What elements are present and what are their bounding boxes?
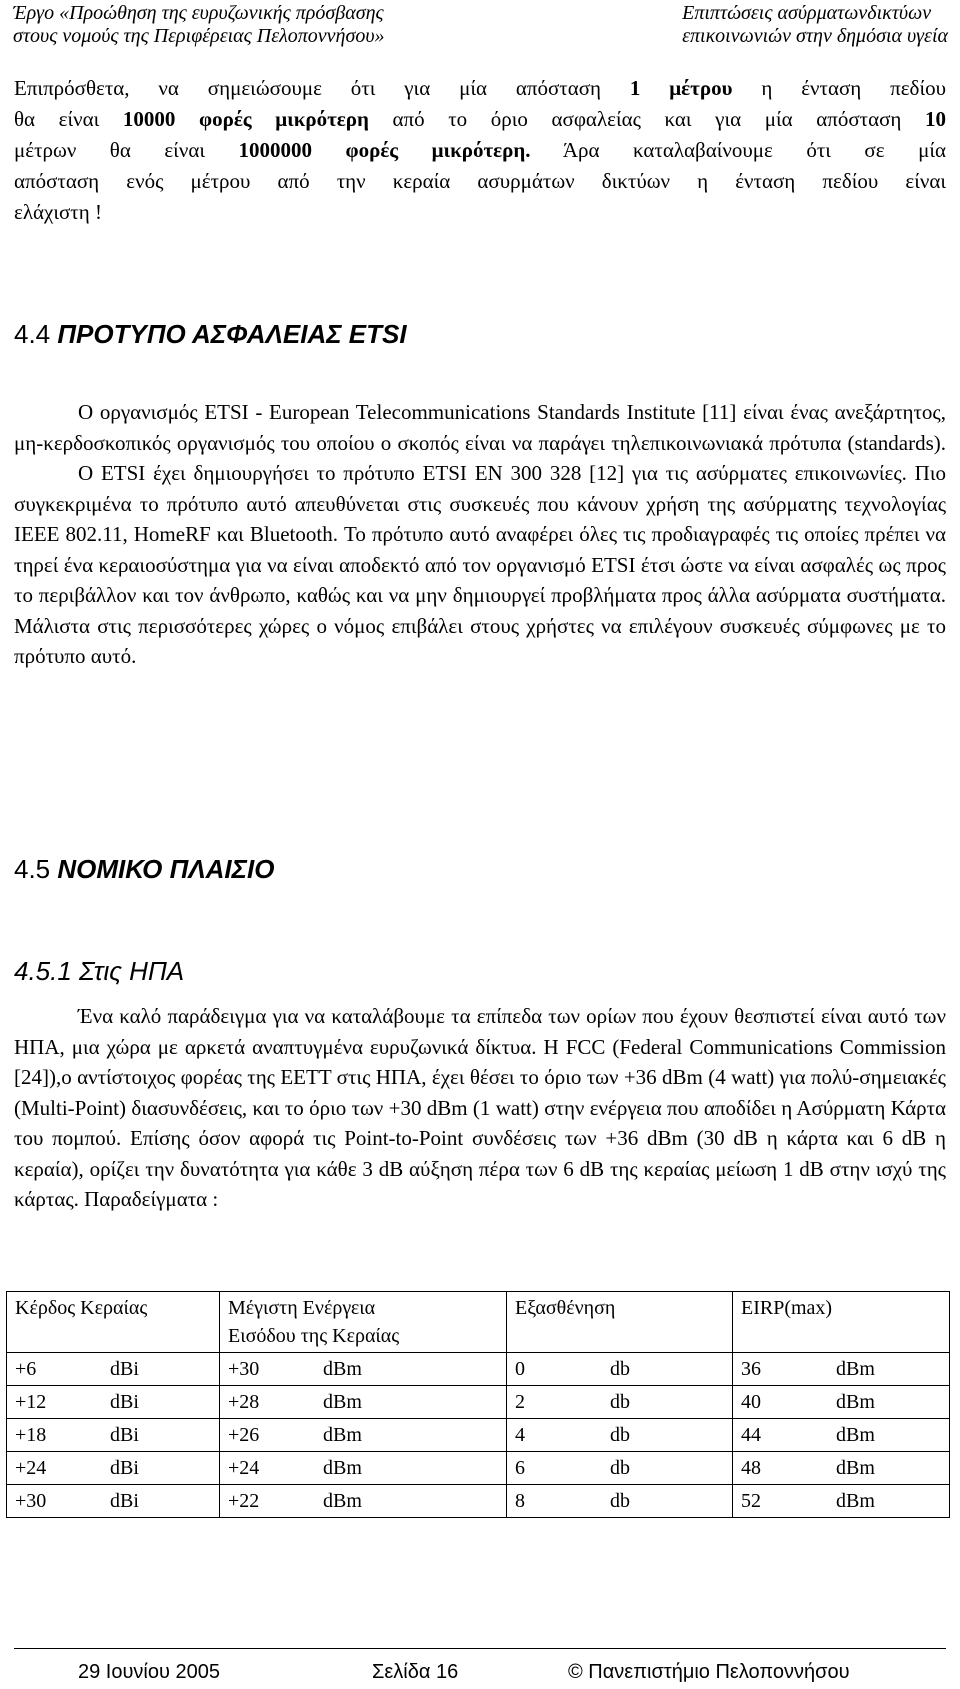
table-cell: +24 dBm	[220, 1452, 507, 1485]
usa-paragraph	[14, 1001, 946, 1215]
text-line: τηρεί ένα κεραιοσύστημα για να είναι αποδεκτό από τον οργανισμό ETSI έτσι ώστε	[14, 552, 723, 577]
header-line: Εισόδου της Κεραίας	[228, 1325, 400, 1347]
table-cell: +6 dBi	[7, 1353, 220, 1386]
footer-page-number: Σελίδα 16	[372, 1661, 459, 1683]
text-line: διασυνδέσεις, και το όριο των +30 dBm (1 watt) στην ενέργεια που αποδίδει η	[131, 1095, 793, 1120]
table-cell: +22 dBm	[220, 1485, 507, 1518]
table-row	[7, 1419, 950, 1452]
table-cell: 0 db	[507, 1353, 733, 1386]
table-header-row	[7, 1292, 950, 1353]
header-right-line: Επιπτώσεις ασύρματωνδικτύων	[682, 2, 932, 24]
section-heading-4-4: 4.4 ΠΡΟΤΥΠΟ ΑΣΦΑΛΕΙΑΣ ETSI	[14, 319, 407, 349]
header-right-line: επικοινωνιών στην δημόσια υγεία	[682, 25, 948, 47]
page-header	[13, 2, 948, 50]
text-line: σύμφωνες με το πρότυπο αυτό.	[14, 613, 946, 668]
table-cell: 6 db	[507, 1452, 733, 1485]
text-line: θα είναι 10000 φορές μικρότερη από το όριο ασφαλείας και για μία απόσταση 10	[14, 107, 946, 131]
text-line: απόσταση ενός μέτρου από την κεραία ασυρμάτων δικτύων η ένταση πεδίου είναι	[14, 169, 946, 193]
table-cell: +18 dBi	[7, 1419, 220, 1452]
table-cell: 52 dBm	[733, 1485, 950, 1518]
text-line: είναι ένας ανεξάρτητος, μη-κερδοσκοπικός οργανισμός του οποίου ο σκοπός είναι να	[14, 400, 946, 455]
table-cell: +24 dBi	[7, 1452, 220, 1485]
table-header-cell: Κέρδος Κεραίας	[7, 1292, 220, 1353]
table-cell: 8 db	[507, 1485, 733, 1518]
section-heading-4-5-1: 4.5.1 Στις ΗΠΑ	[14, 956, 185, 986]
text-line: ελάχιστη !	[14, 200, 102, 224]
text-line: συσκευές που κάνουν χρήση της ασύρματης τεχνολογίας IEEE 802.11, HomeRF και	[14, 491, 947, 546]
text-line: Ο οργανισμός ETSI - European Telecommunications Standards Institute [11]	[78, 400, 737, 424]
text-line: περισσότερες χώρες ο νόμος επιβάλει στους χρήστες να επιλέγουν συσκευές	[138, 613, 800, 638]
header-project-title	[13, 2, 385, 48]
table-cell: 44 dBm	[733, 1419, 950, 1452]
text-line: ασύρματες επικοινωνίες. Πιο συγκεκριμένα το πρότυπο αυτό απευθύνεται στις	[14, 461, 947, 516]
intro-paragraph	[14, 73, 946, 228]
text-line: στις ΗΠΑ, έχει θέσει το όριο των +36 dBm (4 watt) για πολύ-σημειακές (Multi-Point)	[14, 1065, 946, 1120]
table-cell: +30 dBi	[7, 1485, 220, 1518]
header-chapter-title	[682, 2, 948, 48]
text-line: αύξηση πέρα των 6 dB της κεραίας μείωση 1 dB στην ισχύ της κάρτας.	[14, 1156, 946, 1211]
table-cell: 40 dBm	[733, 1386, 950, 1419]
table-header-cell: EIRP(max)	[733, 1292, 950, 1353]
table-row	[7, 1452, 950, 1485]
text-line: Παραδείγματα :	[84, 1187, 219, 1211]
table-cell: 48 dBm	[733, 1452, 950, 1485]
etsi-paragraph	[14, 397, 946, 672]
footer-date: 29 Ιουνίου 2005	[78, 1661, 220, 1683]
footer-copyright: © Πανεπιστήμιο Πελοποννήσου	[568, 1661, 850, 1683]
text-line: Ασύρματη Κάρτα του πομπού. Επίσης όσον αφορά τις Point-to-Point συνδέσεις των	[14, 1095, 947, 1150]
text-line: +36 dBm (30 dB η κάρτα και 6 dB η κεραία), ορίζει την δυνατότητα για κάθε 3 dB	[14, 1126, 947, 1181]
table-row	[7, 1485, 950, 1518]
table-row	[7, 1353, 950, 1386]
text-line: Ένα καλό παράδειγμα για να καταλάβουμε τα επίπεδα των ορίων που έχουν	[78, 1004, 728, 1028]
table-header-cell: Εξασθένηση	[507, 1292, 733, 1353]
text-line: θεσπιστεί είναι αυτό των ΗΠΑ, μια χώρα με αρκετά αναπτυγμένα ευρυζωνικά δίκτυα.	[14, 1004, 946, 1059]
table-header-cell	[220, 1292, 507, 1353]
table-cell: 36 dBm	[733, 1353, 950, 1386]
text-line: Η FCC (Federal Communications Commission [24]),ο αντίστοιχος φορέας της ΕΕΤΤ	[14, 1034, 946, 1089]
text-line: μέτρων θα είναι 1000000 φορές μικρότερη. Άρα καταλαβαίνουμε ότι σε μία	[14, 138, 946, 162]
text-line: Ο ETSI έχει δημιουργήσει το πρότυπο ETSI EN 300 328 [12] για τις	[78, 461, 689, 485]
table-cell: +28 dBm	[220, 1386, 507, 1419]
table-cell: +12 dBi	[7, 1386, 220, 1419]
table-cell: 4 db	[507, 1419, 733, 1452]
section-heading-4-5: 4.5 ΝΟΜΙΚΟ ΠΛΑΙΣΙΟ	[14, 854, 275, 884]
header-line: Μέγιστη Ενέργεια	[228, 1297, 376, 1319]
header-left-line: στους νομούς της Περιφέρειας Πελοποννήσου»	[13, 25, 385, 47]
footer-divider	[14, 1648, 946, 1649]
text-line: δημιουργεί προβλήματα προς άλλα ασύρματα συστήματα. Μάλιστα στις	[14, 583, 946, 638]
text-line: Επιπρόσθετα, να σημειώσουμε ότι για μία απόσταση 1 μέτρου η ένταση πεδίου	[14, 76, 947, 100]
table-row	[7, 1386, 950, 1419]
antenna-power-table	[6, 1291, 950, 1518]
table-cell: +30 dBm	[220, 1353, 507, 1386]
table-cell: 2 db	[507, 1386, 733, 1419]
text-line: να είναι ασφαλές ως προς το περιβάλλον και τον άνθρωπο, καθώς και να μην	[14, 552, 946, 607]
text-line: παράγει τηλεπικοινωνιακά πρότυπα (standards).	[538, 430, 946, 455]
header-left-line: Έργο «Προώθηση της ευρυζωνικής πρόσβασης	[13, 2, 384, 24]
text-line: Bluetooth. Το πρότυπο αυτό αναφέρει όλες τις προδιαγραφές τις οποίες πρέπει να	[249, 522, 946, 546]
table-cell: +26 dBm	[220, 1419, 507, 1452]
